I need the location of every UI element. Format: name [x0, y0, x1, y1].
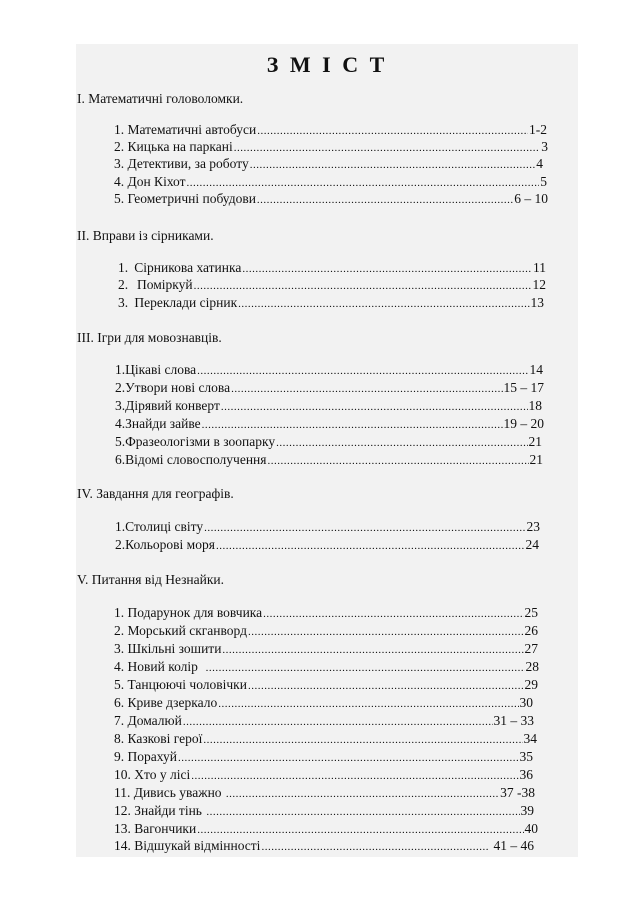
dot-leader [231, 381, 502, 398]
toc-entry [118, 276, 546, 293]
entry-page: 27 [524, 641, 538, 656]
toc-entry [114, 676, 538, 693]
entry-page: 26 [524, 623, 538, 638]
toc-entry [114, 837, 534, 854]
entry-page: 40 [524, 821, 538, 836]
entry-title: Детективи, за роботу [127, 156, 249, 171]
toc-entry [114, 640, 538, 657]
entry-number: 3. [114, 156, 125, 171]
entry-number: 1. [115, 362, 126, 377]
toc-entry [114, 604, 538, 621]
entry-page: 5 [540, 174, 547, 189]
toc-entry [118, 259, 546, 276]
entry-title: Подарунок для вовчика [127, 605, 263, 620]
entry-page: 31 – 33 [493, 713, 534, 728]
entry-number: 2. [118, 277, 129, 292]
entry-title: Дірявий конверт [125, 398, 220, 413]
entry-title: Геометричні побудови [127, 191, 256, 206]
entry-title: Танцюючі чоловічки [127, 677, 247, 692]
entry-page: 36 [519, 767, 533, 782]
entry-title: Новий колір [127, 659, 198, 674]
entry-title: Столиці світу [125, 519, 204, 534]
dot-leader [276, 435, 527, 452]
entry-page: 37 -38 [500, 785, 535, 800]
dot-leader [267, 453, 528, 470]
dot-leader [248, 678, 524, 695]
entry-page: 39 [520, 803, 534, 818]
entry-page: 41 – 46 [493, 838, 534, 853]
entry-page: 13 [530, 295, 544, 310]
entry-number: 1. [114, 605, 125, 620]
dot-leader [238, 296, 529, 313]
entry-number: 11. [114, 785, 131, 800]
toc-entry [118, 294, 544, 311]
entry-page: 21 [529, 452, 543, 467]
toc-entry [114, 694, 533, 711]
toc-entry [114, 190, 548, 207]
dot-leader [250, 157, 536, 174]
entry-page: 6 – 10 [514, 191, 548, 206]
entry-number: 3. [118, 295, 129, 310]
dot-leader [216, 538, 525, 555]
dot-leader [206, 804, 519, 821]
entry-title: Шкільні зошити [127, 641, 222, 656]
entry-page: 19 – 20 [503, 416, 544, 431]
entry-number: 4. [114, 659, 125, 674]
toc-entry [114, 784, 535, 801]
entry-title: Поміркуй [137, 277, 193, 292]
entry-page: 11 [533, 260, 546, 275]
entry-number: 4. [114, 174, 125, 189]
toc-entry [115, 451, 543, 468]
entry-number: 5. [115, 434, 126, 449]
entry-number: 3. [115, 398, 126, 413]
entry-title: Кольорові моря [125, 537, 215, 552]
entry-number: 7. [114, 713, 125, 728]
dot-leader [183, 714, 493, 731]
entry-number: 5. [114, 677, 125, 692]
entry-title: Знайди зайве [125, 416, 201, 431]
dot-leader [194, 278, 532, 295]
entry-page: 29 [524, 677, 538, 692]
toc-entry [115, 433, 542, 450]
dot-leader [257, 192, 513, 209]
entry-number: 14. [114, 838, 131, 853]
entry-title: Цікаві слова [125, 362, 197, 377]
entry-page: 24 [525, 537, 539, 552]
entry-page: 14 [529, 362, 543, 377]
section-heading-4: IV. Завдання для географів. [77, 486, 234, 501]
entry-page: 12 [532, 277, 546, 292]
entry-title: Переклади сірник [134, 295, 238, 310]
entry-title: Кицька на паркані [127, 139, 233, 154]
dot-leader [222, 642, 523, 659]
entry-number: 1. [114, 122, 125, 137]
dot-leader [197, 363, 528, 380]
dot-leader [178, 750, 519, 767]
entry-title: Криве дзеркало [127, 695, 218, 710]
section-heading-3: ІІІ. Ігри для мовознавців. [77, 330, 222, 345]
entry-number: 6. [114, 695, 125, 710]
dot-leader [263, 606, 523, 623]
toc-entry [114, 730, 537, 747]
entry-title: Казкові герої [127, 731, 203, 746]
entry-page: 34 [523, 731, 537, 746]
entry-page: 1-2 [529, 122, 547, 137]
toc-entry [114, 138, 548, 155]
entry-title: Відомі словосполучення [125, 452, 267, 467]
entry-title: Дивись уважно [133, 785, 222, 800]
toc-entry [114, 748, 533, 765]
dot-leader [248, 624, 524, 641]
entry-title: Порахуй [127, 749, 177, 764]
entry-number: 2. [115, 537, 126, 552]
entry-number: 5. [114, 191, 125, 206]
entry-page: 35 [519, 749, 533, 764]
entry-title: Домалюй [127, 713, 182, 728]
entry-title: Морський скганворд [127, 623, 247, 638]
toc-entry [114, 121, 547, 138]
dot-leader [202, 417, 503, 434]
toc-entry [115, 379, 544, 396]
toc-entry [115, 397, 542, 414]
toc-entry [115, 361, 543, 378]
toc-entry [115, 518, 540, 535]
entry-number: 9. [114, 749, 125, 764]
section-heading-5: V. Питання від Незнайки. [77, 572, 225, 587]
section-heading-2: ІІ. Вправи із сірниками. [77, 228, 214, 243]
entry-number: 3. [114, 641, 125, 656]
entry-title: Математичні автобуси [127, 122, 257, 137]
entry-page: 4 [536, 156, 543, 171]
entry-number: 6. [115, 452, 126, 467]
dot-leader [203, 732, 522, 749]
entry-title: Хто у лісі [134, 767, 191, 782]
toc-entry [115, 536, 539, 553]
toc-entry [114, 622, 538, 639]
entry-title: Фразеологізми в зоопарку [125, 434, 276, 449]
entry-page: 3 [541, 139, 548, 154]
entry-title: Утвори нові слова [125, 380, 231, 395]
entry-page: 21 [528, 434, 542, 449]
entry-page: 15 – 17 [503, 380, 544, 395]
entry-number: 12. [114, 803, 131, 818]
toc-entry [115, 415, 544, 432]
entry-page: 23 [526, 519, 540, 534]
entry-number: 1. [118, 260, 129, 275]
entry-title: Дон Кіхот [127, 174, 186, 189]
dot-leader [226, 786, 499, 803]
entry-number: 10. [114, 767, 131, 782]
page-title: З М І С Т [266, 52, 388, 77]
toc-entry [114, 802, 534, 819]
entry-number: 1. [115, 519, 126, 534]
entry-page: 30 [519, 695, 533, 710]
entry-page: 18 [528, 398, 542, 413]
entry-title: Сірникова хатинка [134, 260, 242, 275]
entry-number: 2. [114, 623, 125, 638]
section-heading-1: І. Математичні головоломки. [77, 91, 244, 106]
toc-entry [114, 173, 547, 190]
contents-page [76, 44, 578, 857]
entry-title: Знайди тінь [134, 803, 202, 818]
dot-leader [218, 696, 518, 713]
entry-page: 28 [525, 659, 539, 674]
entry-number: 2. [114, 139, 125, 154]
entry-number: 4. [115, 416, 126, 431]
toc-entry [114, 820, 538, 837]
toc-entry [114, 155, 543, 172]
entry-number: 8. [114, 731, 125, 746]
toc-entry [114, 712, 534, 729]
entry-number: 2. [115, 380, 126, 395]
dot-leader [221, 399, 528, 416]
toc-entry [114, 766, 533, 783]
entry-title: Вагончики [134, 821, 197, 836]
toc-entry [114, 658, 539, 675]
dot-leader [261, 839, 489, 856]
dot-leader [191, 768, 518, 785]
dot-leader [206, 660, 525, 677]
entry-number: 13. [114, 821, 131, 836]
entry-title: Відшукай відмінності [134, 838, 261, 853]
dot-leader [204, 520, 525, 537]
entry-page: 25 [524, 605, 538, 620]
